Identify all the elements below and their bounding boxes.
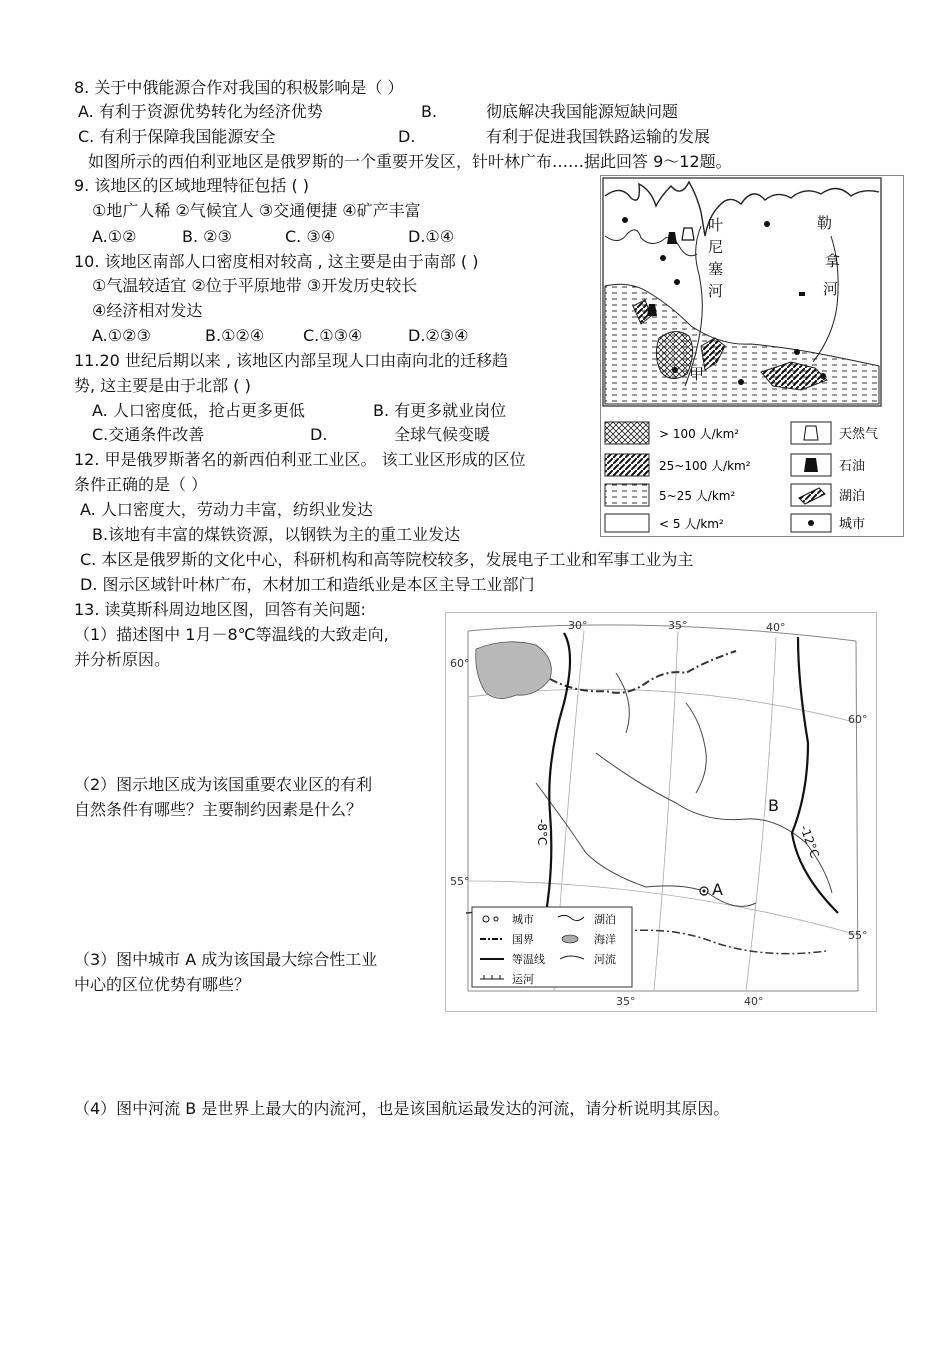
jia-label: 甲: [689, 365, 705, 383]
river-b-label: B: [768, 796, 779, 815]
lena-label-3: 河: [823, 280, 839, 298]
moscow-map-drawing: [446, 613, 876, 1011]
q10-option-b: B.①②④: [205, 326, 265, 345]
q11-stem-1: 11.20 世纪后期以来 , 该地区内部呈现人口由南向北的迁移趋: [74, 351, 509, 370]
legend-density-4: < 5 人/km²: [659, 517, 724, 531]
top-tick-30: 30°: [568, 619, 588, 632]
q11-option-b: B. 有更多就业岗位: [373, 401, 507, 420]
q9-stem: 9. 该地区的区域地理特征包括 ( ): [74, 176, 310, 195]
isotherm-minus-12: [792, 637, 838, 913]
q8-option-d: 有利于促进我国铁路运输的发展: [486, 127, 711, 146]
legend-canal-icon: [480, 975, 504, 979]
isotherm-label-8: -8°C: [535, 819, 549, 846]
q8-option-b-letter: B.: [421, 102, 438, 121]
top-tick-40: 40°: [766, 621, 786, 634]
q11-option-d-letter: D.: [310, 425, 328, 444]
q11-option-c: C.交通条件改善: [92, 425, 205, 444]
q8-stem: 8. 关于中俄能源合作对我国的积极影响是（ ）: [74, 78, 404, 97]
legend-ocean: 海洋: [594, 933, 616, 946]
lena-label-2: 拿: [825, 252, 841, 270]
natural-gas-icon: [682, 228, 694, 240]
legend-ocean-icon: [562, 935, 578, 943]
siberia-legend: [605, 422, 878, 532]
q9-option-d: D.①④: [408, 227, 455, 246]
legend-border: 国界: [512, 933, 534, 946]
legend-gas-icon: [804, 426, 818, 440]
q10-option-c: C.①③④: [303, 326, 363, 345]
lat-60-left: 60°: [450, 657, 470, 670]
yenisei-label-3: 塞: [708, 260, 724, 278]
q13-part3-line2: 中心的区位优势有哪些？: [74, 975, 251, 994]
q10-stem: 10. 该地区南部人口密度相对较高 , 这主要是由于南部 ( ): [74, 252, 479, 271]
q8-option-a: A. 有利于资源优势转化为经济优势: [78, 102, 323, 121]
city-a-label: A: [712, 880, 723, 899]
legend-isotherm: 等温线: [512, 953, 545, 966]
q10-option-d: D.②③④: [408, 326, 469, 345]
q9-items: ①地广人稀 ②气候宜人 ③交通便捷 ④矿产丰富: [92, 201, 421, 220]
yenisei-label-2: 尼: [708, 238, 724, 256]
legend-oil-icon: [804, 458, 818, 472]
yenisei-label-1: 叶: [708, 216, 724, 234]
q9-option-a: A.①②: [92, 227, 137, 246]
q13-part3-line1: （3）图中城市 A 成为该国最大综合性工业: [74, 950, 378, 969]
moscow-legend: [472, 907, 632, 987]
q12-option-c: C. 本区是俄罗斯的文化中心，科研机构和高等院校较多，发展电子工业和军事工业为主: [80, 550, 694, 569]
legend-river: 河流: [594, 953, 616, 966]
q8-option-d-letter: D.: [398, 127, 416, 146]
lena-label-1: 勒: [817, 214, 833, 232]
siberia-map-drawing: [601, 176, 903, 536]
ocean-area: [476, 642, 552, 699]
q13-part2-line1: （2）图示地区成为该国重要农业区的有利: [74, 775, 373, 794]
isotherm-label-12: -12°C: [797, 823, 822, 860]
lat-60-right: 60°: [848, 713, 868, 726]
q9-option-c: C. ③④: [285, 227, 336, 246]
q10-items-1: ①气温较适宜 ②位于平原地带 ③开发历史较长: [92, 276, 418, 295]
siberia-map: [600, 175, 904, 537]
legend-lake-moscow: 湖泊: [594, 913, 616, 926]
legend-city-icon: [494, 917, 498, 921]
legend-canal: 运河: [512, 973, 534, 986]
q12-option-d: D. 图示区域针叶林广布，木材加工和造纸业是本区主导工业部门: [80, 575, 535, 594]
q13-part1-line2: 并分析原因。: [74, 650, 171, 669]
legend-city-moscow: 城市: [512, 913, 534, 926]
legend-density-3: 5~25 人/km²: [659, 489, 736, 503]
q13-part4: （4）图中河流 B 是世界上最大的内流河，也是该国航运最发达的河流，请分析说明其原因。: [74, 1099, 730, 1118]
legend-oil: 石油: [839, 459, 866, 474]
moscow-map: [445, 612, 877, 1012]
legend-density-1: > 100 人/km²: [659, 427, 740, 441]
border-line: [550, 651, 736, 693]
legend-lake: 湖泊: [839, 489, 866, 504]
legend-city: 城市: [839, 517, 866, 532]
q11-option-a: A. 人口密度低，抢占更多更低: [92, 401, 305, 420]
bottom-tick-35: 35°: [616, 995, 636, 1008]
q12-stem-1: 12. 甲是俄罗斯著名的新西伯利亚工业区。 该工业区形成的区位: [74, 450, 526, 469]
q12-option-a: A. 人口密度大，劳动力丰富，纺织业发达: [80, 500, 373, 519]
q13-part1-line1: （1）描述图中 1月－8℃等温线的大致走向,: [74, 625, 389, 644]
q10-items-2: ④经济相对发达: [92, 301, 203, 320]
lat-55-right: 55°: [848, 929, 868, 942]
q13-part2-line2: 自然条件有哪些？主要制约因素是什么？: [74, 800, 363, 819]
q13-stem: 13. 读莫斯科周边地区图，回答有关问题:: [74, 600, 366, 619]
lat-55-left: 55°: [450, 875, 470, 888]
q12-option-b: B.该地有丰富的煤铁资源，以钢铁为主的重工业发达: [92, 525, 461, 544]
q8-option-c: C. 有利于保障我国能源安全: [78, 127, 276, 146]
legend-city-icon: [808, 520, 814, 526]
q12-stem-2: 条件正确的是（ ）: [74, 475, 208, 494]
q11-stem-2: 势, 这主要是由于北部 ( ): [74, 376, 251, 395]
legend-gas: 天然气: [839, 427, 879, 442]
q8-option-b: 彻底解决我国能源短缺问题: [486, 102, 679, 121]
top-tick-35: 35°: [668, 619, 688, 632]
bottom-tick-40: 40°: [744, 995, 764, 1008]
intro-text: 如图所示的西伯利亚地区是俄罗斯的一个重要开发区，针叶林广布……据此回答 9～12题。: [88, 152, 732, 171]
yenisei-label-4: 河: [708, 282, 724, 300]
legend-density-2: 25~100 人/km²: [659, 459, 751, 473]
q11-option-d: 全球气候变暖: [394, 425, 491, 444]
q9-option-b: B. ②③: [182, 227, 232, 246]
q10-option-a: A.①②③: [92, 326, 151, 345]
